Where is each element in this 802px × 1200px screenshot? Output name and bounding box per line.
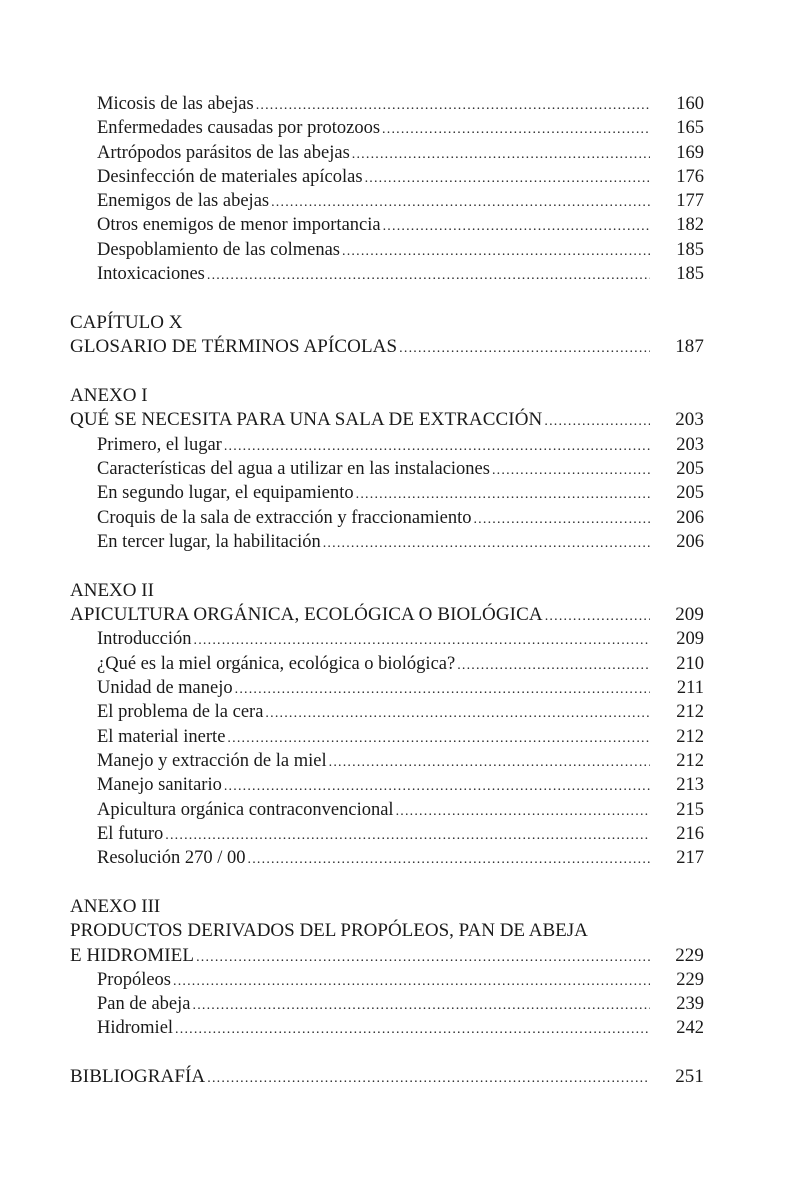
dot-leader: [352, 143, 650, 167]
toc-entry-label: E HIDROMIEL: [70, 944, 195, 966]
toc-entry-label: APICULTURA ORGÁNICA, ECOLÓGICA O BIOLÓGICA: [70, 604, 543, 626]
toc-entry-label: Enfermedades causadas por protozoos: [97, 118, 381, 139]
toc-entry[interactable]: [70, 798, 704, 822]
dot-leader: [196, 946, 650, 970]
toc-entry-page: 239: [676, 994, 704, 1015]
dot-leader: [193, 994, 651, 1018]
toc-entry-page: 165: [676, 118, 704, 139]
toc-entry-page: 206: [676, 531, 704, 552]
toc-entry-chapter[interactable]: [70, 603, 704, 627]
toc-entry-label: GLOSARIO DE TÉRMINOS APÍCOLAS: [70, 336, 398, 358]
dot-leader: [492, 459, 650, 483]
toc-entry-page: 229: [675, 944, 704, 966]
chapter-heading: CAPÍTULO X: [70, 311, 183, 333]
toc-entry[interactable]: [70, 968, 704, 992]
toc-entry[interactable]: [70, 213, 704, 237]
toc-entry-page: 215: [676, 799, 704, 820]
dot-leader: [265, 702, 650, 726]
toc-entry-label: Manejo y extracción de la miel: [97, 750, 327, 771]
toc-entry[interactable]: [70, 165, 704, 189]
dot-leader: [165, 824, 650, 848]
anexo-ii-section: [70, 579, 704, 871]
toc-entry-page: 177: [676, 191, 704, 212]
toc-entry-label: BIBLIOGRAFÍA: [70, 1066, 206, 1088]
dot-leader: [545, 605, 650, 629]
toc-entry[interactable]: [70, 481, 704, 505]
dot-leader: [356, 483, 650, 507]
toc-entry-label: En tercer lugar, la habilitación: [97, 531, 321, 552]
anexo-heading: ANEXO I: [70, 385, 148, 407]
toc-entry-label: En segundo lugar, el equipamiento: [97, 483, 354, 504]
section-spacer: [70, 554, 704, 579]
toc-entry[interactable]: [70, 652, 704, 676]
toc-entry-label: QUÉ SE NECESITA PARA UNA SALA DE EXTRACCIÓN: [70, 409, 543, 431]
toc-entry-label: Primero, el lugar: [97, 434, 222, 455]
toc-entry-page: 203: [676, 434, 704, 455]
dot-leader: [544, 410, 650, 434]
toc-entry-page: 182: [676, 215, 704, 236]
section-ix-list: [70, 92, 704, 286]
section-spacer: [70, 870, 704, 895]
toc-entry-chapter[interactable]: [70, 335, 704, 359]
toc-entry-label: Resolución 270 / 00: [97, 848, 246, 869]
toc-entry[interactable]: [70, 189, 704, 213]
toc-entry[interactable]: [70, 92, 704, 116]
dot-leader: [365, 167, 650, 191]
toc-entry-page: 212: [676, 726, 704, 747]
dot-leader: [329, 751, 650, 775]
dot-leader: [342, 240, 650, 264]
toc-entry-label: Desinfección de materiales apícolas: [97, 166, 363, 187]
section-spacer: [70, 286, 704, 311]
toc-entry-page: 216: [676, 823, 704, 844]
toc-entry-page: 185: [676, 239, 704, 260]
toc-entry-page: 213: [676, 775, 704, 796]
toc-entry-page: 185: [676, 264, 704, 285]
toc-entry[interactable]: [70, 992, 704, 1016]
toc-entry-page: 209: [675, 604, 704, 626]
dot-leader: [399, 337, 650, 361]
toc-entry-page: 160: [676, 94, 704, 114]
toc-entry-label: Pan de abeja: [97, 994, 191, 1015]
toc-entry-label: Propóleos: [97, 969, 171, 990]
toc-entry-page: 242: [676, 1018, 704, 1039]
dot-leader: [207, 1067, 650, 1091]
toc-entry-page: 217: [676, 848, 704, 869]
toc-entry[interactable]: [70, 725, 704, 749]
anexo-heading: ANEXO II: [70, 579, 154, 601]
table-of-contents: [70, 92, 704, 1090]
toc-entry-page: 210: [676, 653, 704, 674]
dot-leader: [271, 191, 650, 215]
toc-entry[interactable]: [70, 457, 704, 481]
toc-entry-page: 209: [676, 629, 704, 650]
dot-leader: [382, 118, 650, 142]
dot-leader: [457, 654, 650, 678]
toc-entry-label: Micosis de las abejas: [97, 94, 254, 114]
toc-entry-page: 206: [676, 507, 704, 528]
toc-entry-chapter[interactable]: [70, 1065, 704, 1089]
bibliografia-section: [70, 1065, 704, 1089]
toc-entry[interactable]: [70, 627, 704, 651]
dot-leader: [396, 800, 650, 824]
toc-entry-label: Croquis de la sala de extracción y fraccionamiento: [97, 507, 472, 528]
toc-entry-label: El futuro: [97, 823, 164, 844]
toc-entry-page: 212: [676, 702, 704, 723]
dot-leader: [235, 678, 650, 702]
toc-entry-label: ¿Qué es la miel orgánica, ecológica o biológica?: [97, 653, 456, 674]
toc-entry-label: Apicultura orgánica contraconvencional: [97, 799, 394, 820]
anexo-heading: ANEXO III: [70, 895, 161, 917]
toc-entry[interactable]: [70, 141, 704, 165]
dot-leader: [224, 435, 650, 459]
dot-leader: [473, 508, 650, 532]
toc-entry[interactable]: [70, 749, 704, 773]
section-spacer: [70, 1041, 704, 1066]
dot-leader: [256, 94, 650, 118]
toc-entry-page: 229: [676, 969, 704, 990]
toc-entry-label: Hidromiel: [97, 1018, 174, 1039]
toc-entry[interactable]: [70, 822, 704, 846]
toc-entry-chapter[interactable]: [70, 408, 704, 432]
dot-leader: [194, 629, 650, 653]
toc-entry[interactable]: [70, 773, 704, 797]
chapter-x-section: [70, 311, 704, 360]
dot-leader: [227, 727, 650, 751]
toc-entry[interactable]: [70, 846, 704, 870]
dot-leader: [207, 264, 650, 288]
toc-entry-label: Intoxicaciones: [97, 264, 205, 285]
toc-entry-page: 205: [676, 459, 704, 480]
toc-entry-label: Enemigos de las abejas: [97, 191, 270, 212]
dot-leader: [224, 775, 650, 799]
anexo-title-line1: PRODUCTOS DERIVADOS DEL PROPÓLEOS, PAN DE ABEJA: [70, 920, 588, 942]
dot-leader: [173, 970, 650, 994]
dot-leader: [175, 1018, 650, 1042]
anexo-iii-section: [70, 895, 704, 1041]
toc-entry-label: Introducción: [97, 629, 192, 650]
toc-entry[interactable]: [70, 116, 704, 140]
toc-entry-label: Características del agua a utilizar en las instalaciones: [97, 459, 490, 480]
toc-entry-page: 187: [675, 336, 704, 358]
toc-entry-page: 212: [676, 750, 704, 771]
anexo-i-section: [70, 384, 704, 554]
toc-entry-label: Unidad de manejo: [97, 678, 233, 699]
toc-entry-page: 205: [676, 483, 704, 504]
toc-entry-label: Despoblamiento de las colmenas: [97, 239, 341, 260]
toc-entry-label: Artrópodos parásitos de las abejas: [97, 142, 350, 163]
toc-entry-label: El material inerte: [97, 726, 226, 747]
toc-entry-label: Manejo sanitario: [97, 775, 222, 796]
toc-entry-page: 169: [676, 142, 704, 163]
toc-entry-page: 211: [676, 678, 704, 699]
toc-entry[interactable]: [70, 700, 704, 724]
toc-entry-label: Otros enemigos de menor importancia: [97, 215, 381, 236]
toc-entry[interactable]: [70, 506, 704, 530]
toc-entry[interactable]: [70, 433, 704, 457]
toc-entry-chapter[interactable]: [70, 944, 704, 968]
dot-leader: [248, 848, 650, 872]
toc-entry-page: 203: [675, 409, 704, 431]
dot-leader: [383, 215, 650, 239]
dot-leader: [323, 532, 650, 556]
toc-entry-page: 251: [675, 1066, 704, 1088]
toc-entry[interactable]: [70, 262, 704, 286]
toc-entry[interactable]: [70, 238, 704, 262]
toc-entry-label: El problema de la cera: [97, 702, 264, 723]
toc-entry[interactable]: [70, 676, 704, 700]
toc-entry[interactable]: [70, 530, 704, 554]
toc-entry[interactable]: [70, 1016, 704, 1040]
toc-entry-page: 176: [676, 166, 704, 187]
section-spacer: [70, 360, 704, 385]
